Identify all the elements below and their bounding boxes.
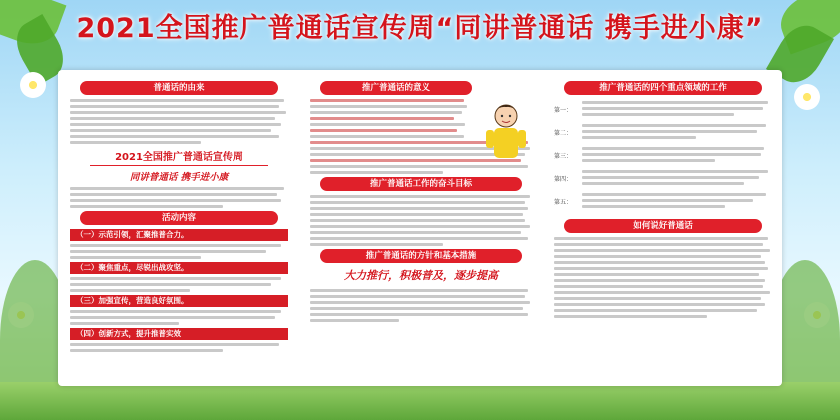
item-number: 第二： bbox=[554, 129, 573, 137]
slogan: 大力推行，积极普及，逐步提高 bbox=[344, 269, 498, 282]
list-item bbox=[554, 122, 772, 142]
section-heading: 推广普通话的意义 bbox=[320, 81, 472, 95]
list-item bbox=[554, 168, 772, 188]
list-item: （三）加强宣传，营造良好氛围。 bbox=[70, 295, 288, 307]
list-item: （四）创新方式，提升推普实效 bbox=[70, 328, 288, 340]
column-left bbox=[70, 78, 288, 378]
list-item bbox=[554, 99, 772, 119]
list-item: （二）聚焦重点，尽锐出战攻坚。 bbox=[70, 262, 288, 274]
page-title: 2021全国推广普通话宣传周“同讲普通话 携手进小康” bbox=[76, 13, 764, 44]
flower-decoration bbox=[792, 82, 822, 112]
section-heading: 如何说好普通话 bbox=[564, 219, 762, 233]
item-number: 第三： bbox=[554, 152, 573, 160]
grass-decoration bbox=[0, 382, 840, 420]
flower-decoration bbox=[18, 70, 48, 100]
section-heading: 普通话的由来 bbox=[80, 81, 278, 95]
section-heading: 推广普通话的四个重点领域的工作 bbox=[564, 81, 762, 95]
column-middle bbox=[310, 78, 532, 378]
list-item: （一）示范引领，汇聚推普合力。 bbox=[70, 229, 288, 241]
subtitle: 同讲普通话 携手进小康 bbox=[129, 172, 229, 183]
paragraph bbox=[310, 289, 532, 322]
paragraph bbox=[554, 237, 772, 318]
section-heading: 2021全国推广普通话宣传周 bbox=[115, 152, 243, 163]
paragraph bbox=[310, 195, 532, 246]
teacher-figure bbox=[480, 100, 532, 162]
list-item bbox=[554, 191, 772, 211]
item-number: 第五： bbox=[554, 198, 573, 206]
item-number: 第四： bbox=[554, 175, 573, 183]
item-number: 第一： bbox=[554, 106, 573, 114]
column-right bbox=[554, 78, 772, 378]
paragraph bbox=[310, 99, 470, 138]
paragraph bbox=[70, 99, 288, 144]
list-item bbox=[554, 145, 772, 165]
section-heading: 活动内容 bbox=[80, 211, 278, 225]
content-board bbox=[58, 70, 782, 386]
section-heading: 推广普通话工作的奋斗目标 bbox=[320, 177, 522, 191]
paragraph bbox=[70, 187, 288, 208]
divider bbox=[90, 165, 268, 166]
section-heading: 推广普通话的方针和基本措施 bbox=[320, 249, 522, 263]
